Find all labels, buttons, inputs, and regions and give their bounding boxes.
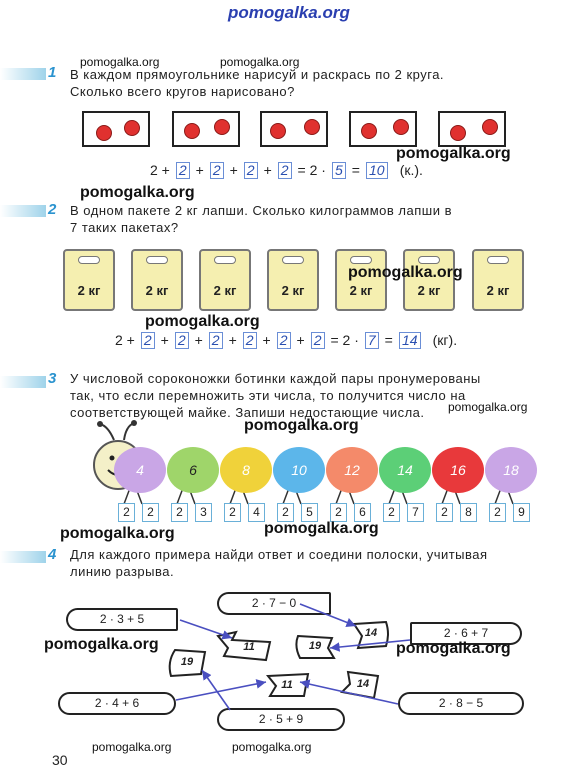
expression-label: 2 · 8 − 5 <box>438 696 484 710</box>
eq-text: + <box>296 332 305 349</box>
expression-label: 2 · 6 + 7 <box>443 626 489 640</box>
shoe-number: 2 <box>489 503 506 522</box>
expression-label: 2 · 7 − 0 <box>251 596 297 610</box>
shoe-number[interactable]: 8 <box>460 503 477 522</box>
answer-fragment[interactable]: 11 <box>243 641 255 653</box>
shoe-number: 2 <box>224 503 241 522</box>
answer-fragment[interactable]: 19 <box>308 640 322 652</box>
shoe-number: 2 <box>277 503 294 522</box>
watermark: pomogalka.org <box>145 313 260 330</box>
task-2-text-line1: В одном пакете 2 кг лапши. Сколько килограммов лапши в <box>70 203 452 218</box>
bag-label: 2 кг <box>486 283 510 298</box>
answer-box[interactable]: 2 <box>277 332 291 349</box>
caterpillar-segment: 12 <box>326 447 378 493</box>
watermark: pomogalka.org <box>396 145 511 162</box>
eq-text: + <box>229 162 238 179</box>
eq-text: + <box>263 162 272 179</box>
noodle-bag <box>131 249 183 311</box>
bag-label: 2 кг <box>349 283 373 298</box>
answer-box[interactable]: 5 <box>332 162 346 179</box>
eq-unit: (к.). <box>399 162 423 179</box>
answer-box[interactable]: 10 <box>366 162 388 179</box>
eq-text: = <box>384 332 393 349</box>
task-2-text-line2: 7 таких пакетах? <box>70 220 179 235</box>
watermark: pomogalka.org <box>264 520 379 537</box>
shoe-number[interactable]: 9 <box>513 503 530 522</box>
red-circle <box>482 119 498 135</box>
task-1-text-line1: В каждом прямоугольнике нарисуй и раскрась по 2 круга. <box>70 67 445 82</box>
caterpillar-segment: 16 <box>432 447 484 493</box>
caterpillar-segment: 10 <box>273 447 325 493</box>
watermark: pomogalka.org <box>44 636 159 653</box>
watermark: pomogalka.org <box>232 740 312 754</box>
eq-text: 2 + <box>150 162 170 179</box>
answer-box[interactable]: 2 <box>243 332 257 349</box>
watermark: pomogalka.org <box>220 55 300 69</box>
circle-rectangle <box>260 111 328 147</box>
task-1-number: 1 <box>48 64 57 81</box>
task-4-text-line1: Для каждого примера найди ответ и соедини полоски, учитывая <box>70 547 488 562</box>
bag-handle <box>214 256 236 264</box>
answer-box[interactable]: 2 <box>244 162 258 179</box>
connection-arrows <box>0 580 568 740</box>
answer-box[interactable]: 2 <box>209 332 223 349</box>
shoe-number[interactable]: 6 <box>354 503 371 522</box>
answer-fragment[interactable]: 14 <box>356 678 370 690</box>
shoe-number: 2 <box>436 503 453 522</box>
noodle-bag <box>63 249 115 311</box>
red-circle <box>393 119 409 135</box>
answer-box[interactable]: 2 <box>278 162 292 179</box>
bag-label: 2 кг <box>281 283 305 298</box>
eq-text: = 2 · <box>297 162 326 179</box>
eq-text: 2 + <box>115 332 135 349</box>
expression-label: 2 · 3 + 5 <box>99 612 145 626</box>
watermark: pomogalka.org <box>244 417 359 434</box>
red-circle <box>304 119 320 135</box>
bag-label: 2 кг <box>213 283 237 298</box>
bag-handle <box>418 256 440 264</box>
answer-box[interactable]: 2 <box>210 162 224 179</box>
shoe-number: 2 <box>142 503 159 522</box>
task-1-equation <box>150 161 423 179</box>
shoe-number[interactable]: 5 <box>301 503 318 522</box>
answer-box[interactable]: 7 <box>365 332 379 349</box>
circle-rectangle <box>82 111 150 147</box>
watermark: pomogalka.org <box>60 525 175 542</box>
watermark-top: pomogalka.org <box>228 3 350 22</box>
shoe-number: 2 <box>118 503 135 522</box>
noodle-bag <box>472 249 524 311</box>
bag-label: 2 кг <box>77 283 101 298</box>
caterpillar-segment: 18 <box>485 447 537 493</box>
shoe-number[interactable]: 7 <box>407 503 424 522</box>
circle-rectangle <box>438 111 506 147</box>
eq-text: + <box>262 332 271 349</box>
shoe-number[interactable]: 4 <box>248 503 265 522</box>
watermark: pomogalka.org <box>448 400 528 414</box>
task-4-text-line2: линию разрыва. <box>70 564 175 579</box>
shoe-number: 2 <box>330 503 347 522</box>
eq-text: + <box>195 162 204 179</box>
red-circle <box>361 123 377 139</box>
shoe-number: 2 <box>171 503 188 522</box>
red-circle <box>270 123 286 139</box>
shoe-number[interactable]: 3 <box>195 503 212 522</box>
noodle-bag <box>267 249 319 311</box>
bag-handle <box>78 256 100 264</box>
task-3-text-line1: У числовой сороконожки ботинки каждой пары пронумерованы <box>70 371 481 386</box>
bag-handle <box>350 256 372 264</box>
answer-box[interactable]: 2 <box>311 332 325 349</box>
bag-handle <box>487 256 509 264</box>
noodle-bag <box>199 249 251 311</box>
answer-box[interactable]: 2 <box>175 332 189 349</box>
red-circle <box>124 120 140 136</box>
watermark: pomogalka.org <box>80 184 195 201</box>
answer-fragment[interactable]: 14 <box>364 627 378 639</box>
task-marker <box>0 205 46 217</box>
task-4-number: 4 <box>48 546 57 563</box>
bag-handle <box>146 256 168 264</box>
task-2-equation <box>115 331 457 349</box>
answer-box[interactable]: 2 <box>176 162 190 179</box>
red-circle <box>184 123 200 139</box>
answer-box[interactable]: 2 <box>141 332 155 349</box>
watermark: pomogalka.org <box>348 264 463 281</box>
answer-fragment[interactable]: 19 <box>180 656 194 668</box>
red-circle <box>96 125 112 141</box>
eq-text: + <box>228 332 237 349</box>
answer-box[interactable]: 14 <box>399 332 421 349</box>
circle-rectangle <box>349 111 417 147</box>
task-marker <box>0 376 46 388</box>
caterpillar-segment: 6 <box>167 447 219 493</box>
caterpillar-segment: 8 <box>220 447 272 493</box>
bag-label: 2 кг <box>145 283 169 298</box>
red-circle <box>450 125 466 141</box>
task-marker <box>0 68 46 80</box>
eq-unit: (кг). <box>432 332 458 349</box>
expression-label: 2 · 5 + 9 <box>258 712 304 726</box>
answer-fragment[interactable]: 11 <box>281 679 293 691</box>
caterpillar-segment: 14 <box>379 447 431 493</box>
page-number: 30 <box>52 752 68 768</box>
red-circle <box>214 119 230 135</box>
task-3-number: 3 <box>48 370 57 387</box>
task-marker <box>0 551 46 563</box>
eq-text: + <box>160 332 169 349</box>
circle-rectangle <box>172 111 240 147</box>
eq-text: = <box>351 162 360 179</box>
eq-text: = 2 · <box>330 332 359 349</box>
expression-label: 2 · 4 + 6 <box>94 696 140 710</box>
task-1-text-line2: Сколько всего кругов нарисовано? <box>70 84 295 99</box>
caterpillar-segment: 4 <box>114 447 166 493</box>
task-3-text-line2: так, что если перемножить эти числа, то получится число на <box>70 388 466 403</box>
watermark: pomogalka.org <box>80 55 160 69</box>
watermark: pomogalka.org <box>396 640 511 657</box>
bag-label: 2 кг <box>417 283 441 298</box>
eq-text: + <box>194 332 203 349</box>
shoe-number: 2 <box>383 503 400 522</box>
bag-handle <box>282 256 304 264</box>
watermark: pomogalka.org <box>92 740 172 754</box>
task-3-text-line3: соответствующей майке. Запиши недостающие числа. <box>70 405 425 420</box>
task-2-number: 2 <box>48 201 57 218</box>
